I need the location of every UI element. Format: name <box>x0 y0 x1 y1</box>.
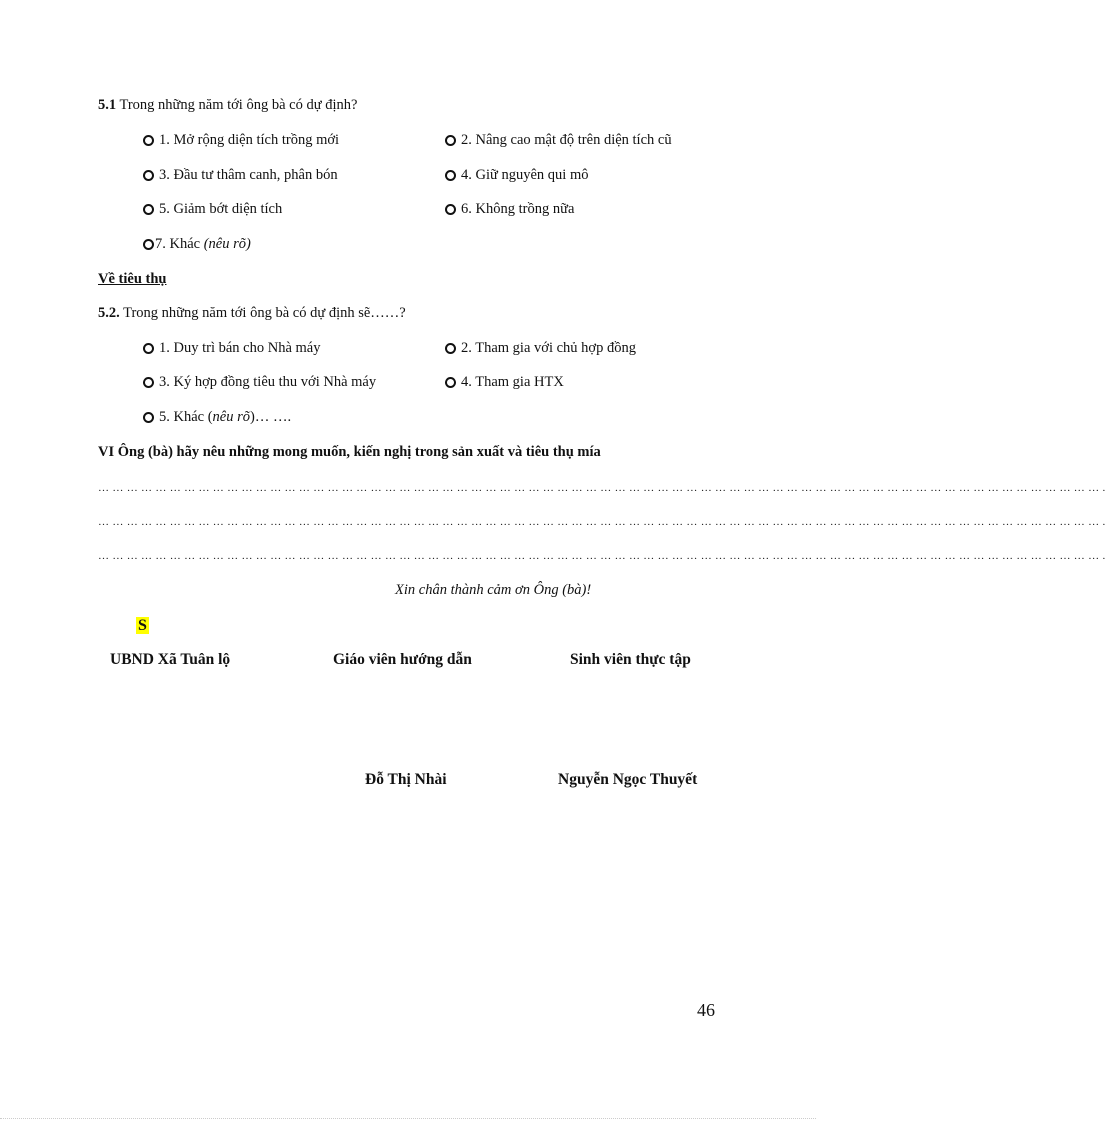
supervisor-name: Đỗ Thị Nhài <box>365 771 447 788</box>
section-6-title: VI Ông (bà) hãy nêu những mong muốn, kiến nghị trong sản xuất và tiêu thụ mía <box>98 444 601 460</box>
question-5-2-number: 5.2. <box>98 305 120 321</box>
radio-circle-icon[interactable] <box>143 343 154 354</box>
option-5-1-7[interactable]: 7. Khác (nêu rõ) <box>143 236 251 253</box>
radio-circle-icon[interactable] <box>143 135 154 146</box>
radio-circle-icon[interactable] <box>143 170 154 181</box>
option-5-1-3[interactable]: 3. Đầu tư thâm canh, phân bón <box>143 167 338 184</box>
radio-circle-icon[interactable] <box>445 343 456 354</box>
option-5-1-6[interactable]: 6. Không trồng nữa <box>445 201 574 218</box>
signature-supervisor: Giáo viên hướng dẫn <box>333 651 472 668</box>
question-5-1-number: 5.1 <box>98 97 117 113</box>
radio-circle-icon[interactable] <box>445 170 456 181</box>
question-5-2 <box>98 305 406 322</box>
question-5-2-text: Trong những năm tới ông bà có dự định sẽ……? <box>119 305 406 321</box>
option-5-1-4[interactable]: 4. Giữ nguyên qui mô <box>445 167 588 184</box>
page-bottom-border <box>0 1118 816 1119</box>
option-5-2-2[interactable]: 2. Tham gia với chủ hợp đồng <box>445 340 636 357</box>
radio-circle-icon[interactable] <box>445 204 456 215</box>
answer-line[interactable]: … … … … … … … … … … … … … … … … … … … … … … … … … … … … … … … … … … … … … … … … … … … … … … … … … … … … … … … … … … … … … … … … … … … … … … . <box>98 550 1106 562</box>
answer-line[interactable]: … … … … … … … … … … … … … … … … … … … … … … … … … … … … … … … … … … … … … … … … … … … … … … … … … … … … … … … … … … … … … … … … … … … … … … . <box>98 482 1106 494</box>
radio-circle-icon[interactable] <box>445 135 456 146</box>
option-5-1-1[interactable]: 1. Mở rộng diện tích trồng mới <box>143 132 339 149</box>
page-number: 46 <box>697 1000 715 1020</box>
consumption-heading: Về tiêu thụ <box>98 271 167 287</box>
option-5-2-5[interactable]: 5. Khác ( nêu rõ )… …. <box>143 409 291 426</box>
option-5-1-2[interactable]: 2. Nâng cao mật độ trên diện tích cũ <box>445 132 672 149</box>
student-name: Nguyễn Ngọc Thuyết <box>558 771 698 788</box>
radio-circle-icon[interactable] <box>143 239 154 250</box>
thanks-note: Xin chân thành cảm ơn Ông (bà)! <box>395 582 592 598</box>
option-5-2-4[interactable]: 4. Tham gia HTX <box>445 374 564 391</box>
question-5-1-text: Trong những năm tới ông bà có dự định? <box>116 97 358 113</box>
option-5-2-3[interactable]: 3. Ký hợp đồng tiêu thu với Nhà máy <box>143 374 376 391</box>
signature-commune: UBND Xã Tuân lộ <box>110 651 231 668</box>
radio-circle-icon[interactable] <box>143 412 154 423</box>
radio-circle-icon[interactable] <box>445 377 456 388</box>
radio-circle-icon[interactable] <box>143 204 154 215</box>
option-5-2-1[interactable]: 1. Duy trì bán cho Nhà máy <box>143 340 320 357</box>
signature-student: Sinh viên thực tập <box>570 651 691 668</box>
highlight-mark: S <box>138 617 147 634</box>
question-5-1 <box>98 97 357 114</box>
option-5-1-5[interactable]: 5. Giảm bớt diện tích <box>143 201 282 218</box>
answer-line[interactable]: … … … … … … … … … … … … … … … … … … … … … … … … … … … … … … … … … … … … … … … … … … … … … … … … … … … … … … … … … … … … … … … … … … … … … … . <box>98 516 1106 528</box>
radio-circle-icon[interactable] <box>143 377 154 388</box>
